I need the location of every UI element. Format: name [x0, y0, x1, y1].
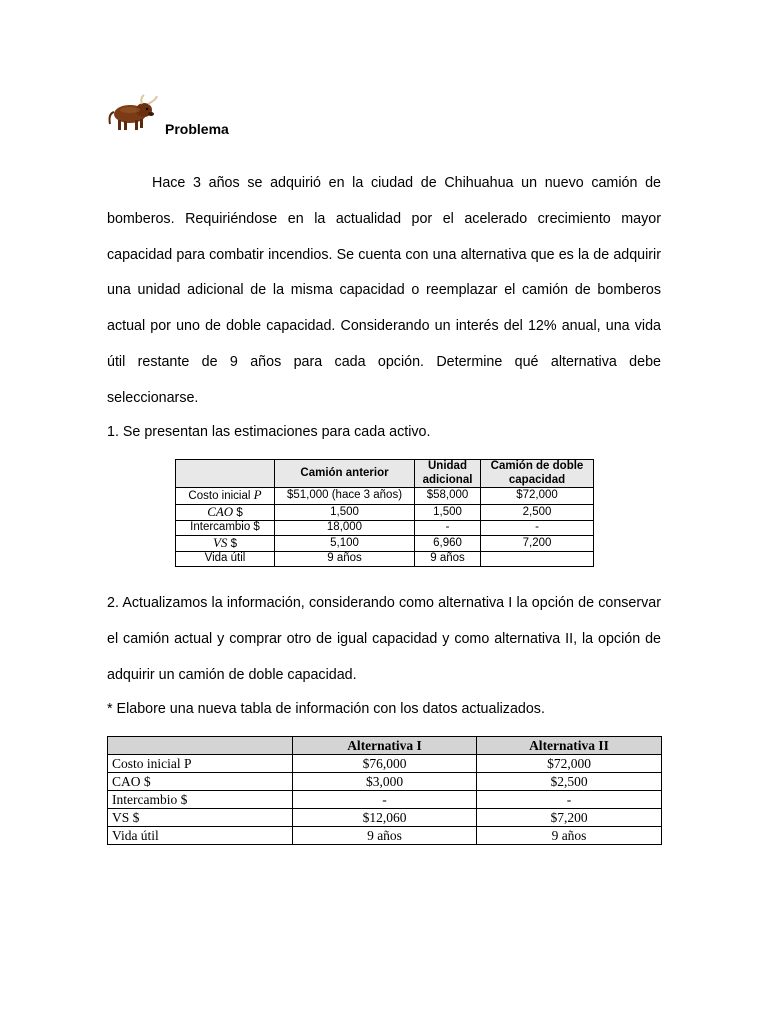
row-label: Intercambio $ — [176, 521, 275, 536]
header-cell: Alternativa II — [477, 737, 662, 755]
table-cell: 2,500 — [481, 504, 594, 521]
header-cell: Alternativa I — [293, 737, 477, 755]
header-cell: Unidad adicional — [415, 460, 481, 488]
row-label: Vida útil — [108, 827, 293, 845]
table-cell: 1,500 — [415, 504, 481, 521]
table-cell: $7,200 — [477, 809, 662, 827]
table-row — [108, 773, 662, 791]
table-cell: $3,000 — [293, 773, 477, 791]
table-header-row — [108, 737, 662, 755]
row-label: Costo inicial P — [108, 755, 293, 773]
table-cell: $72,000 — [477, 755, 662, 773]
table-cell: $51,000 (hace 3 años) — [275, 488, 415, 505]
row-symbol: VS — [212, 534, 228, 550]
table-cell: $12,060 — [293, 809, 477, 827]
table-row — [176, 552, 594, 567]
row-symbol: P — [253, 487, 262, 502]
estimates-table — [175, 459, 594, 567]
table-header-row — [176, 460, 594, 488]
table-row — [108, 755, 662, 773]
updated-table — [107, 736, 662, 845]
table-row — [176, 521, 594, 536]
table-cell: 9 años — [293, 827, 477, 845]
row-unit: $ — [230, 537, 238, 550]
table-row — [108, 791, 662, 809]
header-cell — [176, 460, 275, 488]
step-2-text — [107, 586, 661, 693]
table-row — [176, 504, 594, 521]
table-cell: 7,200 — [481, 535, 594, 552]
row-label: Intercambio $ — [108, 791, 293, 809]
table-cell: 9 años — [275, 552, 415, 567]
row-unit: $ — [236, 506, 243, 519]
row-label: Costo inicial — [188, 490, 251, 502]
row-symbol: CAO — [207, 503, 234, 519]
problem-paragraph: Hace 3 años se adquirió en la ciudad de Chihuahua un nuevo camión de bomberos. Requiriéndose en la actualidad por el acelerado crecimiento mayor capacidad para combatir incendios. Se cuenta con una alternativa que es la de adquirir una unidad adicional de la misma capacidad o reemplazar el camión de bomberos actual por uno de doble capacidad. Considerando un interés del 12% anual, una vida útil restante de 9 años para cada opción. Determine qué alternativa debe seleccionarse. — [107, 175, 661, 406]
table-cell — [481, 552, 594, 567]
problem-statement — [107, 166, 661, 417]
table-cell: $76,000 — [293, 755, 477, 773]
table-cell: 9 años — [415, 552, 481, 567]
problem-heading: Problema — [165, 121, 229, 137]
table-cell: - — [415, 521, 481, 536]
table-cell: 5,100 — [275, 535, 415, 552]
header-cell: Camión de doble capacidad — [481, 460, 594, 488]
row-label: CAO $ — [108, 773, 293, 791]
header-cell — [108, 737, 293, 755]
table-row — [176, 488, 594, 505]
bull-logo-icon — [106, 94, 158, 134]
table-cell: - — [293, 791, 477, 809]
table-cell: - — [477, 791, 662, 809]
step-2-paragraph: 2. Actualizamos la información, considerando como alternativa I la opción de conservar el camión actual y comprar otro de igual capacidad y como alternativa II, la opción de adquirir un camión de doble capacidad. — [107, 595, 661, 683]
row-label: VS $ — [108, 809, 293, 827]
table-cell: 9 años — [477, 827, 662, 845]
step-1-text: 1. Se presentan las estimaciones para cada activo. — [107, 424, 431, 440]
table-row — [108, 827, 662, 845]
table-cell: 1,500 — [275, 504, 415, 521]
table-cell: $72,000 — [481, 488, 594, 505]
table-row — [176, 535, 594, 552]
table-cell: $58,000 — [415, 488, 481, 505]
table-cell: 6,960 — [415, 535, 481, 552]
table-row — [108, 809, 662, 827]
instruction-text: * Elabore una nueva tabla de información con los datos actualizados. — [107, 701, 545, 717]
row-label: Vida útil — [176, 552, 275, 567]
table-cell: $2,500 — [477, 773, 662, 791]
table-cell: 18,000 — [275, 521, 415, 536]
header-cell: Camión anterior — [275, 460, 415, 488]
table-cell: - — [481, 521, 594, 536]
